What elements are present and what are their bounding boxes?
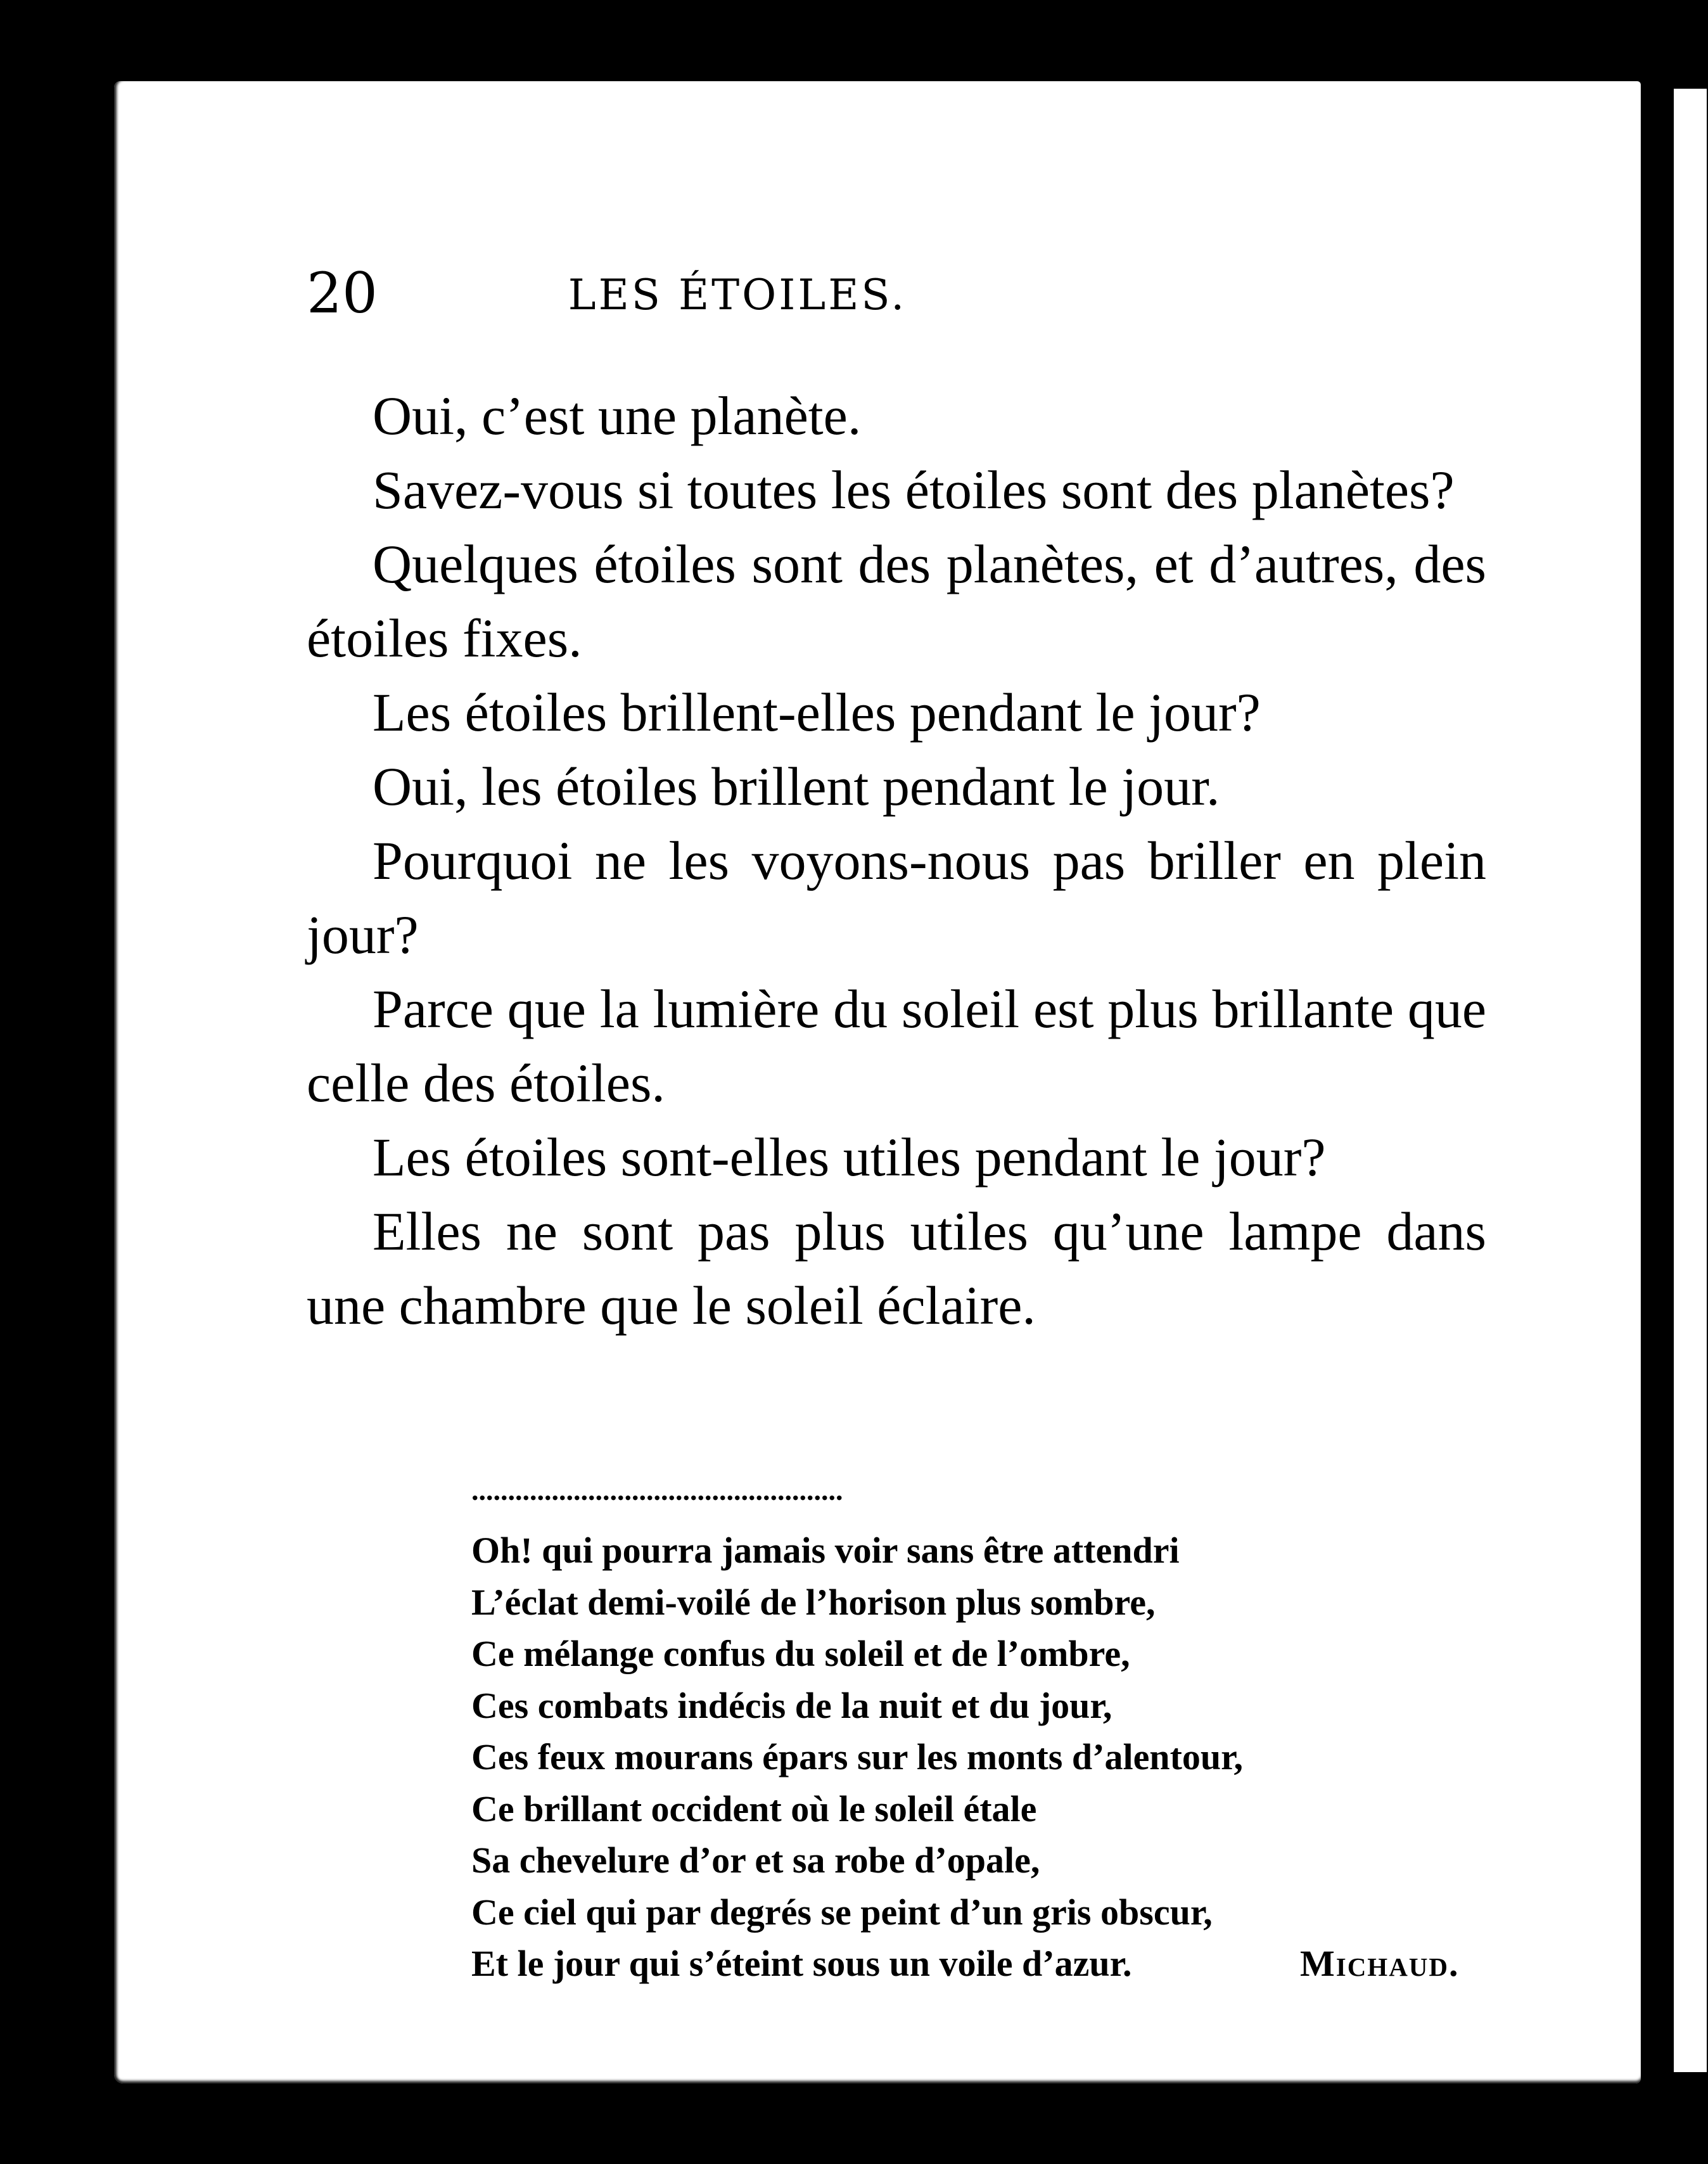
- ellipsis-rule: ...................................................: [471, 1474, 843, 1506]
- body-text: [307, 379, 1486, 1343]
- poem-last-line-row: [471, 1938, 1485, 1990]
- paragraph: Oui, les étoiles brillent pendant le jour.: [373, 756, 1220, 817]
- running-head: LES ÉTOILES.: [568, 271, 907, 319]
- paragraph: Quelques étoiles sont des planètes, et d’autres, des étoiles fixes.: [307, 534, 1486, 669]
- paragraph: Savez-vous si toutes les étoiles sont des planètes?: [373, 459, 1455, 520]
- poem-line: Ce brillant occident où le soleil étale: [471, 1788, 1037, 1829]
- paragraph: Elles ne sont pas plus utiles qu’une lampe dans une chambre que le soleil éclaire.: [307, 1201, 1486, 1336]
- paragraph: Les étoiles brillent-elles pendant le jour?: [373, 682, 1261, 743]
- poem-line: Sa chevelure d’or et sa robe d’opale,: [471, 1840, 1040, 1881]
- page-header: [307, 259, 1168, 328]
- next-page-edge: [1669, 89, 1707, 2072]
- paragraph: Pourquoi ne les voyons-nous pas briller en plein jour?: [307, 830, 1486, 965]
- poem-quote: [471, 1471, 1485, 1990]
- paragraph: Les étoiles sont-elles utiles pendant le jour?: [373, 1127, 1326, 1188]
- poem-line: L’éclat demi-voilé de l’horison plus sombre,: [471, 1581, 1156, 1623]
- page-number: 20: [307, 260, 378, 326]
- poem-line: Ces combats indécis de la nuit et du jour,: [471, 1684, 1112, 1726]
- paragraph: Oui, c’est une planète.: [373, 385, 862, 446]
- poem-line: Et le jour qui s’éteint sous un voile d’azur.: [471, 1943, 1132, 1984]
- poem-line: Oh! qui pourra jamais voir sans être attendri: [471, 1530, 1180, 1571]
- poem-line: Ces feux mourans épars sur les monts d’alentour,: [471, 1736, 1244, 1777]
- poem-line: Ce ciel qui par degrés se peint d’un gris obscur,: [471, 1891, 1213, 1933]
- poem-line: Ce mélange confus du soleil et de l’ombre,: [471, 1633, 1130, 1674]
- paragraph: Parce que la lumière du soleil est plus brillante que celle des étoiles.: [307, 978, 1486, 1113]
- poem-author: Michaud.: [1300, 1943, 1460, 1984]
